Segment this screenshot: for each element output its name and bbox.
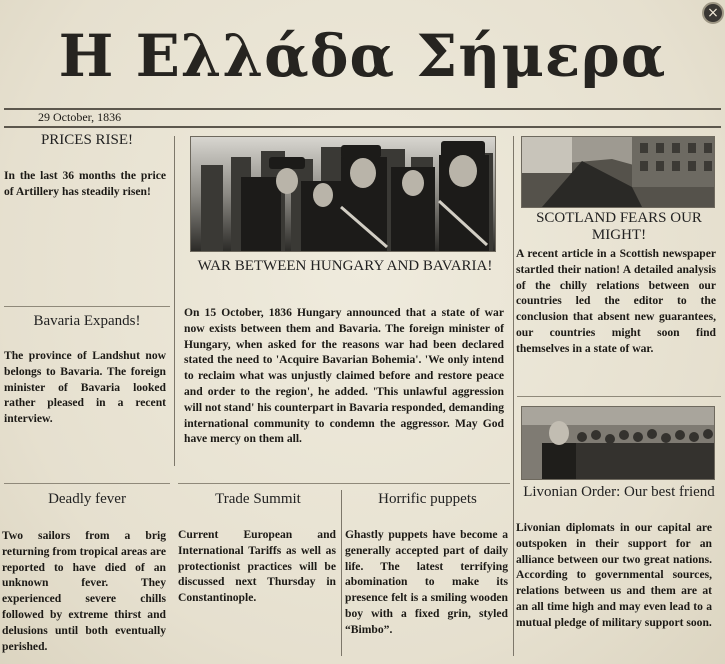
article-body-scotland: A recent article in a Scottish newspaper startled their nation! A detailed analysis of the chilly relations between our countries led the editor to the conclusion that absent new guarantees, our countries might soon find themselves in a state of war.	[516, 247, 716, 355]
column-divider-right	[513, 136, 514, 656]
newspaper-masthead: Η Ελλάδα Σήμερα	[58, 22, 667, 90]
crowd-speech-photo	[521, 406, 715, 480]
close-icon: ×	[707, 5, 719, 21]
article-headline-puppets: Horrific puppets	[378, 491, 477, 507]
section-rule	[517, 396, 721, 397]
article-headline-trade: Trade Summit	[215, 491, 301, 507]
article-headline-war: WAR BETWEEN HUNGARY AND BAVARIA!	[197, 258, 493, 274]
article-body-livonia: Livonian diplomats in our capital are outspoken in their support for an alliance between our two great nations. According to governmental sources, relations between us and them are at an all time high and may even lead to a mutual pledge of military support soon.	[516, 521, 712, 629]
article-headline-scotland: SCOTLAND FEARS OUR MIGHT!	[536, 210, 702, 243]
article-headline-bavaria: Bavaria Expands!	[33, 313, 141, 329]
article-body-war: On 15 October, 1836 Hungary announced that a state of war now exists between them and Bavaria. The foreign minister of Hungary, when asked for the reasons war had been declared stated the need to 'Acquire Bavarian Bohemia'. 'We only intend to reclaim what was unjustly claimed before and restore peace and order to the region', he added. 'This unlawful aggression will not stand' his counterpart in Bavaria responded, demanding international community to condemn the aggressor. May God have mercy on them all.	[184, 306, 504, 446]
article-headline-livonia: Livonian Order: Our best friend	[523, 484, 715, 500]
article-body-puppets: Ghastly puppets have become a generally accepted part of daily life. The latest terrifying abomination to make its presence felt is a smiling wooden boy with a fixed grin, styled “Bimbo”.	[345, 528, 508, 636]
section-rule	[4, 306, 170, 307]
article-headline-prices: PRICES RISE!	[40, 132, 134, 148]
war-soldiers-photo	[190, 136, 496, 252]
issue-date: 29 October, 1836	[38, 110, 122, 124]
section-rule	[4, 483, 170, 484]
column-divider-bottom	[341, 490, 342, 656]
section-rule	[178, 483, 510, 484]
city-street-photo	[521, 136, 715, 208]
close-button[interactable]	[702, 2, 724, 24]
article-body-fever: Two sailors from a brig returning from tropical areas are reported to have died of an unknown fever. They experienced severe chills followed by extreme thirst and delusions until both eventually perished.	[2, 529, 166, 653]
article-body-bavaria: The province of Landshut now belongs to Bavaria. The foreign minister of Bavaria looked rather pleased in a recent interview.	[4, 349, 166, 426]
article-body-trade: Current European and International Tariffs as well as protectionist practices will be discussed next Thursday in Constantinople.	[178, 528, 336, 605]
masthead-rule-bottom	[4, 126, 721, 128]
article-body-prices: In the last 36 months the price of Artillery has steadily risen!	[4, 169, 166, 198]
column-divider-left	[174, 136, 175, 466]
article-headline-fever: Deadly fever	[48, 491, 126, 507]
